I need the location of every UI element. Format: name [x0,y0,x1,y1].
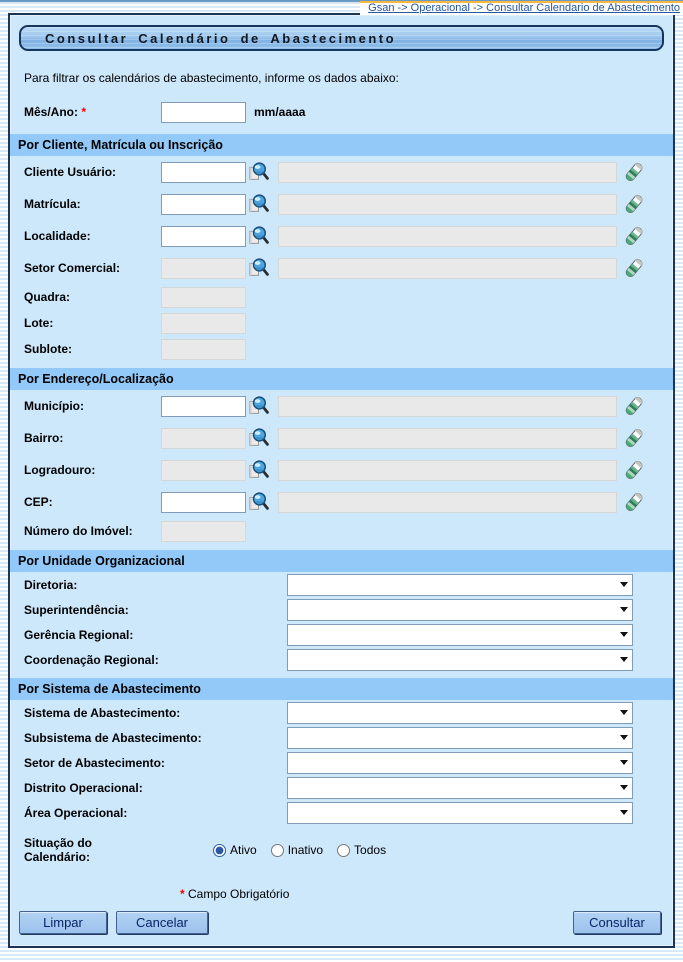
situacao-option-todos[interactable] [337,843,386,857]
logradouro-search-button[interactable] [246,458,270,482]
situacao-row [10,831,673,869]
coordenacao-regional-select[interactable] [287,649,633,671]
logradouro-input [161,460,246,481]
breadcrumb[interactable]: Gsan -> Operacional -> Consultar Calendario de Abastecimento [360,1,683,15]
distrito-operacional-label: Distrito Operacional: [24,780,143,795]
sistema-abastecimento-row [10,700,673,725]
cep-clear-button[interactable] [623,490,645,514]
setor-comercial-description-field [278,258,617,279]
diretoria-row [10,572,673,597]
situacao-option-inativo[interactable] [271,843,323,857]
limpar-button[interactable]: Limpar [19,911,107,934]
municipio-search-button[interactable] [246,394,270,418]
logradouro-description-field [278,460,617,481]
localidade-row [10,220,673,252]
button-bar [10,911,673,934]
lote-input [161,313,246,334]
localidade-input[interactable] [161,226,246,247]
eraser-icon [623,257,645,279]
cancelar-button[interactable]: Cancelar [116,911,208,934]
magnifier-search-icon [247,459,269,481]
bairro-row [10,422,673,454]
numero-imovel-input [161,521,246,542]
lote-row [10,310,673,336]
municipio-label: Município: [24,399,84,413]
inativo-radio[interactable] [271,844,284,857]
subsistema-abastecimento-row [10,725,673,750]
magnifier-search-icon [247,427,269,449]
section-unidade-header [10,550,673,572]
logradouro-row [10,454,673,486]
eraser-icon [623,225,645,247]
bairro-search-button[interactable] [246,426,270,450]
section-sistema-header [10,678,673,700]
bairro-input [161,428,246,449]
magnifier-search-icon [247,193,269,215]
diretoria-label: Diretoria: [24,577,78,592]
consultar-calendario-panel [8,13,675,948]
gerencia-regional-row [10,622,673,647]
intro-text: Para filtrar os calendários de abastecimento, informe os dados abaixo: [24,71,399,85]
setor-abastecimento-label: Setor de Abastecimento: [24,755,165,770]
setor-abastecimento-row [10,750,673,775]
logradouro-label: Logradouro: [24,463,96,477]
matricula-label: Matrícula: [24,197,81,211]
situacao-option-ativo[interactable] [213,843,257,857]
sublote-input [161,339,246,360]
distrito-operacional-select[interactable] [287,777,633,799]
eraser-icon [623,395,645,417]
inativo-radio-label: Inativo [287,843,324,857]
localidade-search-button[interactable] [246,224,270,248]
todos-radio[interactable] [337,844,350,857]
bairro-label: Bairro: [24,431,64,445]
quadra-input [161,287,246,308]
sublote-row [10,336,673,362]
subsistema-abastecimento-label: Subsistema de Abastecimento: [24,730,202,745]
superintendencia-row [10,597,673,622]
section-unidade-title: Por Unidade Organizacional [18,554,185,568]
cliente-usuario-input[interactable] [161,162,246,183]
ativo-radio-label: Ativo [230,843,257,857]
numero-imovel-row [10,518,673,544]
page-title: Consultar Calendário de Abastecimento [45,30,397,46]
diretoria-select[interactable] [287,574,633,596]
eraser-icon [623,161,645,183]
setor-comercial-clear-button[interactable] [623,256,645,280]
cep-label: CEP: [24,495,53,509]
distrito-operacional-row [10,775,673,800]
required-field-note [10,887,673,903]
cliente-usuario-search-button[interactable] [246,160,270,184]
page-title-bar [19,25,664,51]
bairro-description-field [278,428,617,449]
eraser-icon [623,427,645,449]
sistema-abastecimento-label: Sistema de Abastecimento: [24,705,181,720]
situacao-label: Situação do Calendário: [24,836,93,864]
section-cliente-title: Por Cliente, Matrícula ou Inscrição [18,138,223,152]
municipio-row [10,390,673,422]
cep-row [10,486,673,518]
section-sistema-title: Por Sistema de Abastecimento [18,682,201,696]
logradouro-clear-button[interactable] [623,458,645,482]
magnifier-search-icon [247,225,269,247]
localidade-description-field [278,226,617,247]
section-endereco-title: Por Endereço/Localização [18,372,174,386]
superintendencia-select[interactable] [287,599,633,621]
area-operacional-label: Área Operacional: [24,805,128,820]
breadcrumb-bar [0,0,683,13]
setor-comercial-label: Setor Comercial: [24,261,121,275]
matricula-row [10,188,673,220]
eraser-icon [623,491,645,513]
coordenacao-regional-label: Coordenação Regional: [24,652,159,667]
mes-ano-format-hint: mm/aaaa [254,105,306,119]
mes-ano-label [15,105,161,119]
bairro-clear-button[interactable] [623,426,645,450]
sublote-label: Sublote: [24,342,72,356]
todos-radio-label: Todos [354,843,387,857]
setor-comercial-input [161,258,246,279]
matricula-input[interactable] [161,194,246,215]
municipio-description-field [278,396,617,417]
municipio-clear-button[interactable] [623,394,645,418]
setor-comercial-search-button[interactable] [246,256,270,280]
matricula-description-field [278,194,617,215]
localidade-clear-button[interactable] [623,224,645,248]
lote-label: Lote: [24,316,54,330]
ativo-radio[interactable] [213,844,226,857]
area-operacional-select[interactable] [287,802,633,824]
section-endereco-header [10,368,673,390]
required-asterisk: * [81,105,87,119]
gerencia-regional-label: Gerência Regional: [24,627,134,642]
magnifier-search-icon [247,491,269,513]
magnifier-search-icon [247,395,269,417]
setor-comercial-row [10,252,673,284]
cliente-usuario-row [10,156,673,188]
situacao-radio-group [213,843,386,857]
localidade-label: Localidade: [24,229,91,243]
mes-ano-label-text: Mês/Ano: [24,105,78,119]
cliente-usuario-description-field [278,162,617,183]
matricula-search-button[interactable] [246,192,270,216]
setor-abastecimento-select[interactable] [287,752,633,774]
quadra-row [10,284,673,310]
magnifier-search-icon [247,257,269,279]
numero-imovel-label: Número do Imóvel: [24,524,133,538]
cep-input[interactable] [161,492,246,513]
required-note-text: Campo Obrigatório [188,887,290,901]
mes-ano-input[interactable] [161,102,246,123]
cliente-usuario-label: Cliente Usuário: [24,165,117,179]
cep-description-field [278,492,617,513]
gerencia-regional-select[interactable] [287,624,633,646]
municipio-input[interactable] [161,396,246,417]
subsistema-abastecimento-select[interactable] [287,727,633,749]
mes-ano-row [10,100,673,124]
eraser-icon [623,459,645,481]
quadra-label: Quadra: [24,290,71,304]
required-asterisk: * [180,887,185,901]
area-operacional-row [10,800,673,825]
superintendencia-label: Superintendência: [24,602,129,617]
consultar-button[interactable]: Consultar [573,911,661,934]
coordenacao-regional-row [10,647,673,672]
matricula-clear-button[interactable] [623,192,645,216]
cep-search-button[interactable] [246,490,270,514]
eraser-icon [623,193,645,215]
sistema-abastecimento-select[interactable] [287,702,633,724]
section-cliente-header [10,134,673,156]
cliente-usuario-clear-button[interactable] [623,160,645,184]
magnifier-search-icon [247,161,269,183]
